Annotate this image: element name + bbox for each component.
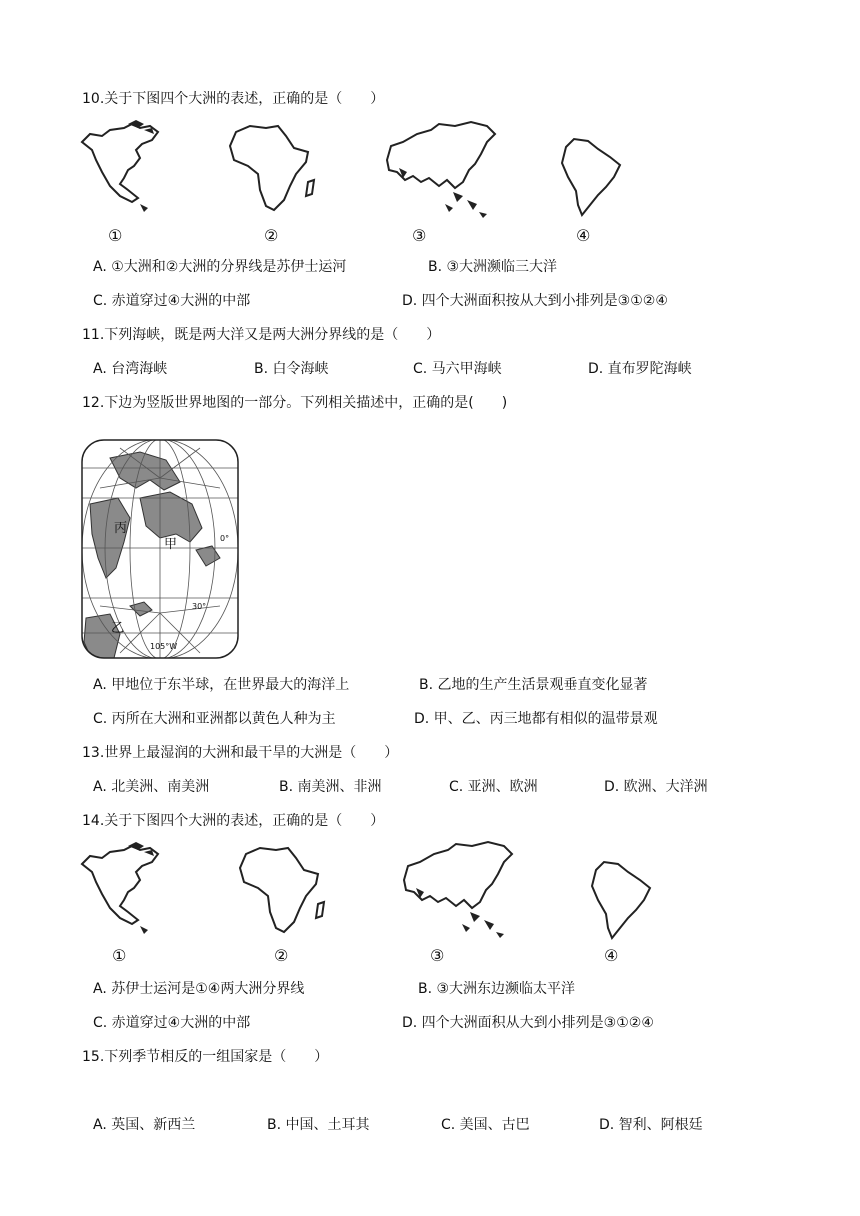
q15-option-d[interactable]: D. 智利、阿根廷 <box>599 1117 703 1133</box>
q11-option-d[interactable]: D. 直布罗陀海峡 <box>588 361 692 377</box>
africa-outline <box>228 122 320 217</box>
figure-label-2: ② <box>264 226 279 245</box>
q15-option-a[interactable]: A. 英国、新西兰 <box>93 1117 196 1133</box>
q11-option-b[interactable]: B. 白令海峡 <box>254 361 329 377</box>
figure-label-4: ④ <box>576 226 591 245</box>
map-label-105w: 105°W <box>150 642 178 651</box>
q10-option-c[interactable]: C. 赤道穿过④大洲的中部 <box>93 293 251 309</box>
q13-option-c[interactable]: C. 亚洲、欧洲 <box>449 779 538 795</box>
south-america-outline <box>590 858 655 943</box>
figure-label-3: ③ <box>430 946 445 965</box>
figure-label-3: ③ <box>412 226 427 245</box>
q14-option-a[interactable]: A. 苏伊士运河是①④两大洲分界线 <box>93 981 305 997</box>
question-10-stem: 10.关于下图四个大洲的表述，正确的是（ ） <box>82 91 385 107</box>
figure-label-4: ④ <box>604 946 619 965</box>
q12-option-b[interactable]: B. 乙地的生产生活景观垂直变化显著 <box>419 677 648 693</box>
map-label-jia: 甲 <box>164 537 178 552</box>
q13-option-a[interactable]: A. 北美洲、南美洲 <box>93 779 210 795</box>
figure-label-2: ② <box>274 946 289 965</box>
q14-option-c[interactable]: C. 赤道穿过④大洲的中部 <box>93 1015 251 1031</box>
map-label-equator: 0° <box>220 534 230 543</box>
q13-option-d[interactable]: D. 欧洲、大洋洲 <box>604 779 708 795</box>
question-11-stem: 11.下列海峡，既是两大洋又是两大洲分界线的是（ ） <box>82 327 441 343</box>
q10-option-b[interactable]: B. ③大洲濒临三大洋 <box>428 259 558 275</box>
south-america-outline <box>560 135 625 220</box>
map-label-bing: 丙 <box>114 521 128 536</box>
africa-outline <box>238 844 330 939</box>
north-america-outline <box>80 120 170 215</box>
question-15-stem: 15.下列季节相反的一组国家是（ ） <box>82 1049 329 1065</box>
q10-option-a[interactable]: A. ①大洲和②大洲的分界线是苏伊士运河 <box>93 259 347 275</box>
figure-label-1: ① <box>108 226 123 245</box>
q13-option-b[interactable]: B. 南美洲、非洲 <box>279 779 382 795</box>
vertical-world-map <box>80 438 240 660</box>
question-14-stem: 14.关于下图四个大洲的表述，正确的是（ ） <box>82 813 385 829</box>
asia-outline <box>383 120 498 220</box>
question-13-stem: 13.世界上最湿润的大洲和最干旱的大洲是（ ） <box>82 745 399 761</box>
q11-option-a[interactable]: A. 台湾海峡 <box>93 361 168 377</box>
map-label-30: 30° <box>192 602 207 611</box>
q12-option-d[interactable]: D. 甲、乙、丙三地都有相似的温带景观 <box>414 711 658 727</box>
q15-option-b[interactable]: B. 中国、土耳其 <box>267 1117 370 1133</box>
q14-option-b[interactable]: B. ③大洲东边濒临太平洋 <box>418 981 576 997</box>
q12-option-a[interactable]: A. 甲地位于东半球，在世界最大的海洋上 <box>93 677 350 693</box>
q15-option-c[interactable]: C. 美国、古巴 <box>441 1117 530 1133</box>
figure-label-1: ① <box>112 946 127 965</box>
north-america-outline <box>80 842 170 937</box>
map-label-yi: 乙 <box>111 621 125 636</box>
q11-option-c[interactable]: C. 马六甲海峡 <box>413 361 502 377</box>
asia-outline <box>400 840 515 940</box>
q14-option-d[interactable]: D. 四个大洲面积从大到小排列是③①②④ <box>402 1015 654 1031</box>
q12-option-c[interactable]: C. 丙所在大洲和亚洲都以黄色人种为主 <box>93 711 336 727</box>
q10-option-d[interactable]: D. 四个大洲面积按从大到小排列是③①②④ <box>402 293 668 309</box>
question-12-stem: 12.下边为竖版世界地图的一部分。下列相关描述中，正确的是( ) <box>82 395 508 411</box>
